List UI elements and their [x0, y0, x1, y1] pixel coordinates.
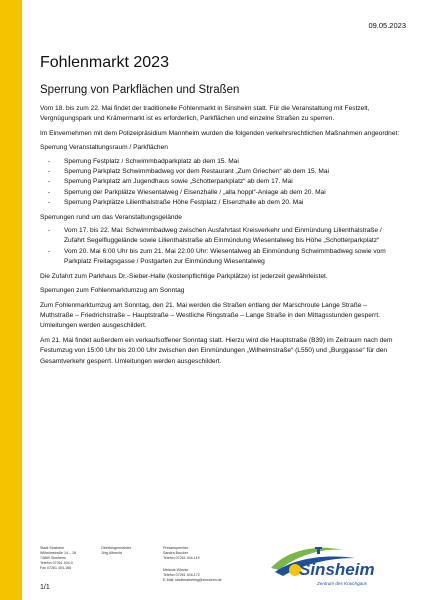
footer-line: Melanie Wincke — [163, 568, 189, 572]
logo-tagline: Zentrum des Kraichgaus — [317, 581, 368, 586]
parkhaus-paragraph: Die Zufahrt zum Parkhaus Dr.-Sieber-Halle (kostenpflichtige Parkplätze) ist jederzeit gewährleistet. — [40, 272, 328, 280]
section2-heading: Sperrungen rund um das Veranstaltungsgelände — [40, 213, 182, 221]
closing-paragraph: Am 21. Mai findet außerdem ein verkaufsoffener Sonntag statt. Hierzu wird die Hauptstraße (B39) im Zeitraum nach dem Festumzug von 15:00 Uhr bis 20:00 Uhr zwischen den Einmündungen „Wilhelmstraße“ (L550) und „Burggasse“ für den Gesamtverkehr gesperrt. Umleitungen werden ausgeschildert. — [40, 336, 393, 365]
footer-line: Sandra Brucker — [163, 551, 188, 555]
agreement-paragraph: Im Einvernehmen mit dem Polizeipräsidium Mannheim wurden die folgenden verkehrsrechtlichen Maßnahmen angeordnet: — [40, 129, 400, 137]
footer-line: Telefon 07261 404-0 — [40, 561, 73, 565]
footer-mayor — [101, 546, 131, 556]
list-item: - Sperrung der Parkplätze Wiesentalweg / Elsenzhalle / „alla hoppl“-Anlage ab dem 20. Mai — [40, 188, 402, 198]
section3-heading: Sperrungen zum Fohlenmarktumzug am Sonntag — [40, 287, 185, 295]
footer-line: Telefon 07261 404-172 — [163, 573, 200, 577]
page-number: 1/1 — [40, 584, 50, 591]
section1-list — [40, 157, 402, 209]
section1-heading: Sperrung Veranstaltungsraum / Parkflächen — [40, 144, 168, 152]
footer-line: E-Mail: stadtmarketing@sinsheim.de — [163, 578, 222, 582]
yellow-side-bar — [0, 0, 22, 600]
footer-line: Wilhelmstraße 14 – 18 — [40, 551, 76, 555]
list-item: - Vom 17. bis 22. Mai: Schwimmbadweg zwischen Ausfahrtast Kreisverkehr und Einmündung Lilienthalstraße / Zufahrt Segelfluggelände sowie Lilienthalstraße ab Einmündung Wiesentalweg bis Höhe „Schotterparkplatz“ — [40, 226, 402, 247]
section2-list — [40, 226, 402, 268]
footer-line: 74889 Sinsheim — [40, 556, 66, 560]
page-subtitle: Sperrung von Parkflächen und Straßen — [40, 84, 240, 96]
list-item: - Sperrung Parkplätze Lilienthalstraße Höhe Festplatz / Elsenzhalle ab dem 20. Mai — [40, 198, 402, 208]
logo-name: Sinsheim — [299, 560, 375, 579]
document-date: 09.05.2023 — [368, 21, 406, 30]
list-item: - Vom 20. Mai 6:00 Uhr bis zum 21. Mai 22:00 Uhr: Wiesentalweg ab Einmündung Schwimmbadweg sowie vom Parkplatz Freitagsgasse / Postgarten zur Einmündung Wiesentalweg — [40, 247, 402, 268]
footer-address — [40, 546, 76, 571]
footer-marketing — [163, 568, 222, 583]
list-item: - Sperrung Parkplatz am Jugendhaus sowie „Schotterparkplatz“ ab dem 17. Mai — [40, 177, 402, 187]
footer-line: Jörg Albrecht — [101, 551, 122, 555]
intro-paragraph: Vom 18. bis zum 22. Mai findet der traditionelle Fohlenmarkt in Sinsheim statt. Für die Veranstaltung mit Festzelt, Vergnügungspark und Krämermarkt ist es erforderlich, Parkflächen und einzelne Straßen zu sperren. — [40, 105, 370, 123]
section3-paragraph: Zum Fohlenmarktumzug am Sonntag, den 21. Mai werden die Straßen entlang der Marschroute Lange Straße – Muthstraße – Friedrichstraße – Hauptstraße – Westliche Ringstraße – Lange Straße in den Mittagsstunden gesperrt. Umleitungen werden ausgeschildert. — [40, 301, 380, 330]
list-item: - Sperrung Parkplatz Schwimmbadweg vor dem Restaurant „Zum Griechen“ ab dem 15. Mai — [40, 167, 402, 177]
footer-line: Telefon 07261 404-119 — [163, 556, 200, 560]
sinsheim-logo — [265, 544, 403, 590]
page-title: Fohlenmarkt 2023 — [40, 54, 169, 71]
footer-press — [163, 546, 200, 561]
footer-line: Stadt Sinsheim — [40, 546, 65, 550]
list-item: - Sperrung Festplatz / Schwimmbadparkplatz ab dem 15. Mai — [40, 157, 402, 167]
footer-line: Oberbürgermeister — [101, 546, 132, 550]
footer-line: Pressesprecher — [163, 546, 189, 550]
footer-line: Fax 07261 404-166 — [40, 566, 72, 570]
document-body — [40, 54, 402, 367]
